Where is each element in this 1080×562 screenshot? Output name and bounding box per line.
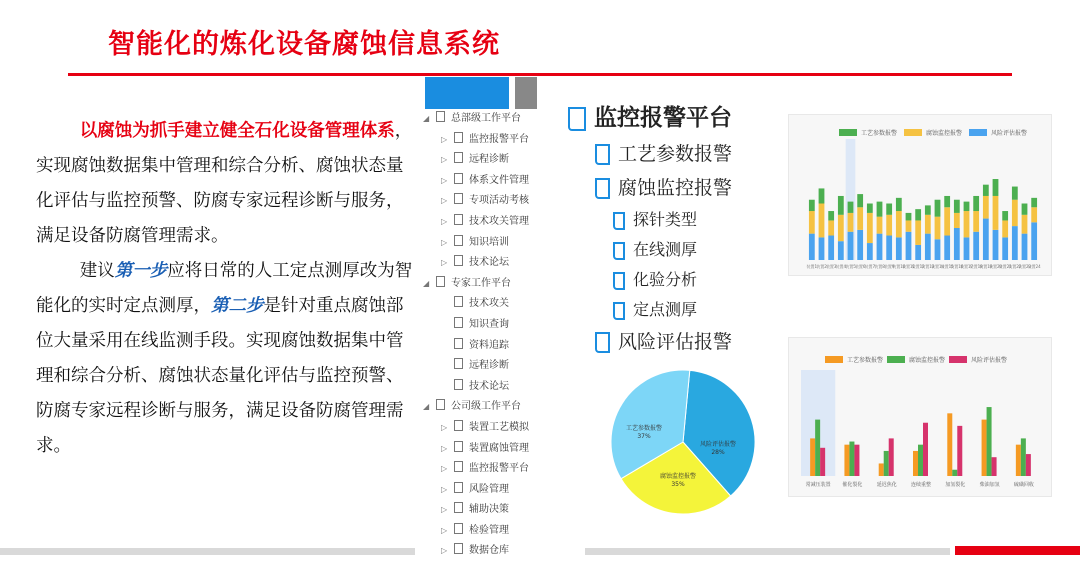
tree-item-label: 知识培训 <box>469 236 509 248</box>
x-tick-label: 装置4 <box>835 264 847 269</box>
tree-item[interactable] <box>423 418 593 439</box>
bar-segment <box>915 220 921 244</box>
x-tick-label: 装置20 <box>988 264 1003 269</box>
document-icon <box>454 193 463 204</box>
expand-arrow-icon[interactable]: ▷ <box>441 422 448 432</box>
bar-segment <box>886 236 892 260</box>
bar-segment <box>983 196 989 219</box>
tree-item[interactable] <box>423 397 593 418</box>
expand-arrow-icon[interactable]: ▷ <box>441 175 448 185</box>
paragraph-2-b: 应将日常的人工定点测厚改为智能化的实时定点测厚， <box>36 261 413 316</box>
bar-segment <box>877 217 883 234</box>
bar <box>815 420 820 476</box>
legend-label: 工艺参数报警 <box>847 357 884 364</box>
bar-segment <box>1022 215 1028 234</box>
legend-swatch <box>949 356 967 363</box>
bar-segment <box>973 232 979 260</box>
x-tick-label: 装置3 <box>825 264 837 269</box>
bar-segment <box>944 196 950 207</box>
bar-segment <box>867 213 873 243</box>
tree-item-label: 知识查询 <box>469 318 509 330</box>
bar-segment <box>838 241 844 260</box>
document-icon <box>454 523 463 534</box>
bar-segment <box>935 200 941 217</box>
tree-item[interactable] <box>423 459 593 480</box>
tree-item-label: 检验管理 <box>469 524 509 536</box>
legend-label: 腐蚀监控报警 <box>909 357 946 364</box>
tree-item-label: 监控报警平台 <box>469 133 529 145</box>
bar-segment <box>1012 226 1018 260</box>
step-1-text: 第一步 <box>114 261 168 281</box>
pie-label: 风险评估报警 <box>699 441 737 448</box>
legend-swatch <box>825 356 843 363</box>
document-icon <box>454 235 463 246</box>
bar-segment <box>935 217 941 240</box>
bar <box>952 470 957 476</box>
document-icon <box>568 107 586 131</box>
document-icon <box>454 502 463 513</box>
bar <box>918 445 923 476</box>
description-text <box>36 114 416 464</box>
bottom-bar-middle <box>585 548 950 555</box>
document-icon <box>454 152 463 163</box>
pie-label: 工艺参数报警 <box>625 425 663 432</box>
hierarchy-item[interactable] <box>568 139 768 173</box>
bar <box>889 438 894 476</box>
bar-segment <box>906 220 912 231</box>
legend-label: 工艺参数报警 <box>861 130 898 137</box>
x-tick-label: 装置5 <box>845 264 856 269</box>
hierarchy-item-label: 腐蚀监控报警 <box>618 177 733 199</box>
hierarchy-item-label: 工艺参数报警 <box>618 143 733 165</box>
bar-segment <box>886 204 892 215</box>
pie-label: 腐蚀监控报警 <box>659 473 697 480</box>
document-icon <box>613 242 625 260</box>
x-tick-label: 装置15 <box>940 264 954 269</box>
hierarchy-item-label: 化验分析 <box>633 270 698 289</box>
legend-swatch <box>887 356 905 363</box>
bar-segment <box>1002 220 1008 237</box>
bar-segment <box>925 234 931 260</box>
step-2-text: 第二步 <box>211 296 264 316</box>
document-icon <box>454 296 463 307</box>
bar-segment <box>1022 204 1028 215</box>
tree-item-label: 技术攻关 <box>469 298 509 310</box>
expand-arrow-icon[interactable]: ▷ <box>441 134 448 144</box>
hierarchy-item[interactable] <box>568 327 768 361</box>
expand-arrow-icon[interactable]: ▷ <box>441 443 448 453</box>
document-icon <box>595 144 610 165</box>
x-tick-label: 装置14 <box>930 264 945 269</box>
document-icon <box>454 441 463 452</box>
expand-arrow-icon[interactable]: ▷ <box>441 464 448 474</box>
pie-chart <box>598 368 768 516</box>
tree-item[interactable] <box>423 541 593 562</box>
bar-segment <box>915 245 921 260</box>
pie-chart-svg <box>598 368 768 516</box>
hierarchy-item[interactable] <box>568 297 768 327</box>
document-icon <box>454 132 463 143</box>
hierarchy-item[interactable] <box>568 237 768 267</box>
pie-value-label: 28% <box>711 449 725 456</box>
paragraph-2 <box>36 254 416 464</box>
bottom-bar-red <box>955 546 1080 555</box>
bar-segment <box>819 204 825 238</box>
bar-segment <box>848 232 854 260</box>
bar-segment <box>877 234 883 260</box>
bar-segment <box>886 215 892 236</box>
x-tick-label: 柴油加氢 <box>979 482 1000 488</box>
grouped-bar-chart-svg <box>789 338 1051 496</box>
x-tick-label: 催化裂化 <box>842 482 863 488</box>
bar-segment <box>838 215 844 241</box>
document-icon <box>454 420 463 431</box>
title-divider <box>68 73 1012 76</box>
bar-segment <box>857 207 863 230</box>
expand-arrow-icon[interactable]: ▷ <box>441 525 448 535</box>
x-tick-label: 常减压装置 <box>805 482 831 488</box>
x-tick-label: 装置12 <box>911 264 925 269</box>
legend-label: 腐蚀监控报警 <box>926 130 963 137</box>
bar <box>1026 454 1031 476</box>
pie-value-label: 35% <box>671 481 685 488</box>
bar-segment <box>828 211 834 220</box>
x-tick-label: 装置7 <box>864 264 876 269</box>
paragraph-2-a: 建议 <box>79 261 115 281</box>
bar-segment <box>1031 198 1037 207</box>
bar <box>1016 445 1021 476</box>
document-icon <box>454 317 463 328</box>
bar <box>849 442 854 476</box>
bar-segment <box>867 204 873 213</box>
pie-value-label: 37% <box>637 433 651 440</box>
tree-item[interactable] <box>423 439 593 460</box>
document-icon <box>454 379 463 390</box>
document-icon <box>595 332 610 353</box>
tree-item-label: 远程诊断 <box>469 360 509 372</box>
bar-segment <box>944 236 950 260</box>
bar-segment <box>954 200 960 213</box>
x-tick-label: 装置16 <box>950 264 964 269</box>
hierarchy-item-label: 定点测厚 <box>633 300 698 319</box>
document-icon <box>454 482 463 493</box>
legend-swatch <box>969 129 987 136</box>
x-tick-label: 硫磺回收 <box>1013 482 1034 488</box>
bar-segment <box>896 237 902 260</box>
hierarchy-item-label: 风险评估报警 <box>618 331 733 353</box>
x-tick-label: 装置1 <box>806 264 818 269</box>
bar-segment <box>964 211 970 237</box>
tree-item[interactable] <box>423 480 593 501</box>
bar-segment <box>1031 222 1037 260</box>
bar-segment <box>935 239 941 260</box>
bar <box>1021 438 1026 476</box>
bar-segment <box>809 211 815 234</box>
tree-item-label: 技术攻关管理 <box>469 215 529 227</box>
bar-segment <box>857 230 863 260</box>
document-icon <box>436 399 445 410</box>
hierarchy-item-label: 监控报警平台 <box>594 105 732 131</box>
hierarchy-item-label: 探针类型 <box>633 210 698 229</box>
bar-segment <box>828 220 834 235</box>
bar-segment <box>954 228 960 260</box>
tree-item-label: 装置工艺模拟 <box>469 421 529 433</box>
bar-segment <box>867 243 873 260</box>
bar-segment <box>838 196 844 215</box>
document-icon <box>613 212 625 230</box>
stacked-bar-chart <box>788 114 1052 276</box>
bar <box>992 457 997 476</box>
page-title: 智能化的炼化设备腐蚀信息系统 <box>108 29 500 60</box>
bar-segment <box>1002 237 1008 260</box>
tree-item-label: 技术论坛 <box>469 257 509 269</box>
collapse-arrow-icon[interactable]: ◢ <box>423 402 430 412</box>
collapse-arrow-icon[interactable]: ◢ <box>423 114 430 123</box>
x-tick-label: 装置9 <box>883 264 895 269</box>
expand-arrow-icon[interactable]: ▷ <box>441 216 448 226</box>
bar-segment <box>983 185 989 196</box>
bar-segment <box>1012 200 1018 226</box>
x-tick-label: 装置22 <box>1008 264 1022 269</box>
bar-segment <box>964 202 970 211</box>
expand-arrow-icon[interactable]: ▷ <box>441 484 448 494</box>
document-icon <box>454 255 463 266</box>
document-icon <box>436 276 445 287</box>
hierarchy-item[interactable] <box>568 99 768 139</box>
hierarchy-item[interactable] <box>568 207 768 237</box>
bar-segment <box>973 211 979 232</box>
tree-item-label: 辅助决策 <box>469 504 509 516</box>
document-icon <box>454 543 463 554</box>
tree-item-label: 体系文件管理 <box>469 174 529 186</box>
paragraph-1-rest: ，实现腐蚀数据集中管理和综合分析、腐蚀状态量化评估与监控预警、防腐专家远程诊断与服务，满足设备防腐管理需求。 <box>36 121 413 246</box>
x-tick-label: 装置11 <box>901 264 916 269</box>
bar <box>947 413 952 476</box>
bar-segment <box>877 202 883 217</box>
bottom-bar-left <box>0 548 415 555</box>
tree-item-label: 专家工作平台 <box>451 277 511 289</box>
bar-segment <box>1022 234 1028 260</box>
bar <box>844 445 849 476</box>
bar-segment <box>857 194 863 207</box>
bar-segment <box>848 213 854 232</box>
legend-label: 风险评估报警 <box>991 130 1028 137</box>
hierarchy-item-label: 在线测厚 <box>633 240 698 259</box>
bar <box>957 426 962 476</box>
document-icon <box>613 302 625 320</box>
x-tick-label: 装置17 <box>959 264 974 269</box>
bar <box>987 407 992 476</box>
legend-swatch <box>904 129 922 136</box>
collapse-arrow-icon[interactable]: ◢ <box>423 278 430 288</box>
bar-segment <box>1012 187 1018 200</box>
x-tick-label: 装置24 <box>1027 264 1041 269</box>
bar <box>982 420 987 476</box>
grouped-bar-chart <box>788 337 1052 497</box>
legend-label: 风险评估报警 <box>971 357 1008 364</box>
bar <box>820 448 825 476</box>
bar-segment <box>809 234 815 260</box>
paragraph-2-c: 是针对重点腐蚀部位大量采用在线监测手段。实现腐蚀数据集中管理和综合分析、腐蚀状态量化评估与监控预警、防腐专家远程诊断与服务，满足设备防腐管理需求。 <box>36 296 404 456</box>
legend-swatch <box>839 129 857 136</box>
bar-segment <box>819 237 825 260</box>
tree-item-label: 风险管理 <box>469 483 509 495</box>
bar-segment <box>973 196 979 211</box>
document-icon <box>454 358 463 369</box>
bar <box>854 445 859 476</box>
highlight-text: 以腐蚀为抓手建立健全石化设备管理体系 <box>79 121 395 141</box>
bar <box>810 438 815 476</box>
x-tick-label: 装置21 <box>998 264 1012 269</box>
alarm-hierarchy <box>568 99 768 361</box>
bar-segment <box>848 202 854 213</box>
bar-segment <box>993 179 999 196</box>
tree-item-label: 资料追踪 <box>469 339 509 351</box>
bar-segment <box>896 211 902 237</box>
expand-arrow-icon[interactable]: ▷ <box>441 505 448 515</box>
x-tick-label: 装置8 <box>874 264 885 269</box>
bar-segment <box>944 207 950 235</box>
expand-arrow-icon[interactable]: ▷ <box>441 237 448 247</box>
bar-segment <box>828 236 834 260</box>
header-blue-block <box>425 77 509 109</box>
bar-segment <box>1031 207 1037 222</box>
x-tick-label: 装置6 <box>854 264 866 269</box>
document-icon <box>454 173 463 184</box>
expand-arrow-icon[interactable]: ▷ <box>441 258 448 268</box>
bar-segment <box>915 209 921 220</box>
tree-item-label: 远程诊断 <box>469 154 509 166</box>
document-icon <box>436 111 445 122</box>
hierarchy-item[interactable] <box>568 267 768 297</box>
document-icon <box>454 338 463 349</box>
header-gray-block <box>515 77 537 109</box>
tree-item-label: 专项活动考核 <box>469 195 529 207</box>
bar-segment <box>925 205 931 214</box>
tree-item-label: 装置腐蚀管理 <box>469 442 529 454</box>
paragraph-1 <box>36 114 416 254</box>
expand-arrow-icon[interactable]: ▷ <box>441 196 448 206</box>
bar-segment <box>1002 211 1008 220</box>
x-tick-label: 加氢裂化 <box>945 482 966 488</box>
tree-item-label: 数据仓库 <box>469 545 509 557</box>
document-icon <box>613 272 625 290</box>
bar <box>879 463 884 476</box>
tree-item-label: 公司级工作平台 <box>451 401 521 413</box>
hierarchy-item[interactable] <box>568 173 768 207</box>
x-tick-label: 装置23 <box>1017 264 1032 269</box>
bar-segment <box>896 198 902 211</box>
document-icon <box>454 461 463 472</box>
tree-item-label: 技术论坛 <box>469 380 509 392</box>
x-tick-label: 装置13 <box>921 264 935 269</box>
x-tick-label: 装置2 <box>816 264 827 269</box>
document-icon <box>454 214 463 225</box>
tree-item[interactable] <box>423 521 593 542</box>
x-tick-label: 连续重整 <box>910 482 932 488</box>
tree-item[interactable] <box>423 500 593 521</box>
document-icon <box>595 178 610 199</box>
x-tick-label: 装置19 <box>979 264 993 269</box>
x-tick-label: 装置18 <box>969 264 983 269</box>
expand-arrow-icon[interactable]: ▷ <box>441 155 448 165</box>
expand-arrow-icon[interactable]: ▷ <box>441 546 448 556</box>
tree-item-label: 监控报警平台 <box>469 463 529 475</box>
bar-segment <box>983 219 989 260</box>
bar-segment <box>809 200 815 211</box>
bar-segment <box>954 213 960 228</box>
stacked-bar-chart-svg <box>789 115 1051 275</box>
bar-segment <box>906 213 912 221</box>
bar <box>923 423 928 476</box>
bar <box>884 451 889 476</box>
x-tick-label: 装置10 <box>892 264 906 269</box>
bar-segment <box>906 232 912 260</box>
bar-segment <box>993 230 999 260</box>
bar-segment <box>925 215 931 234</box>
x-tick-label: 延迟焦化 <box>876 482 897 488</box>
bar-segment <box>993 196 999 230</box>
bar-segment <box>819 188 825 203</box>
tree-item[interactable] <box>423 377 593 398</box>
tree-item-label: 总部级工作平台 <box>451 113 521 124</box>
bar <box>913 451 918 476</box>
bar-segment <box>964 237 970 260</box>
